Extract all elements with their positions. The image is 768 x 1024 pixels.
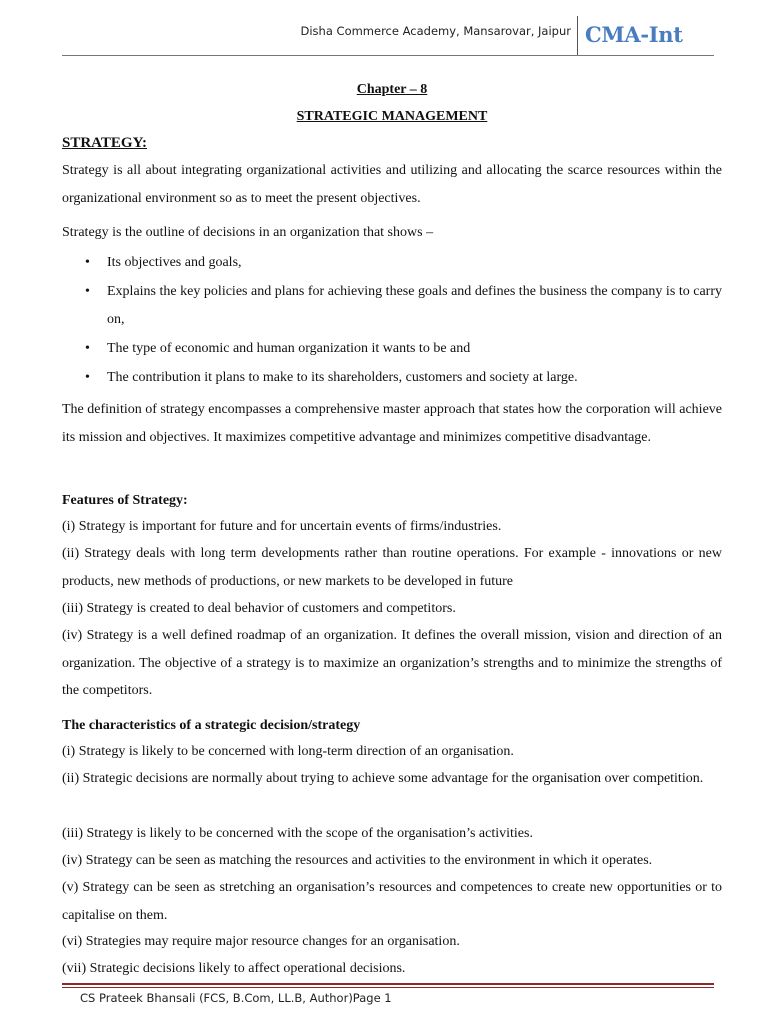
features-heading: Features of Strategy: [62, 493, 188, 508]
feature-item: (iii) Strategy is created to deal behavior of customers and competitors. [62, 601, 456, 616]
intro-paragraph: Strategy is all about integrating organizational activities and utilizing and allocating the scarce resources within the organizational environment so as to meet the present objectives. [62, 163, 722, 206]
header-rule [62, 55, 714, 56]
characteristic-item: (ii) Strategic decisions are normally about trying to achieve some advantage for the organisation over competition. [62, 771, 704, 786]
feature-item: (i) Strategy is important for future and for uncertain events of firms/industries. [62, 519, 502, 534]
list-item: • Explains the key policies and plans for achieving these goals and defines the business the company is to carry on, [107, 278, 722, 333]
characteristic-item: (v) Strategy can be seen as stretching an organisation’s resources and competences to create new opportunities or to capitalise on them. [62, 880, 722, 923]
header-course: CMA-Int [585, 22, 683, 47]
characteristic-item: (vii) Strategic decisions likely to affect operational decisions. [62, 961, 406, 976]
page-footer: CS Prateek Bhansali (FCS, B.Com, LL.B, Author)Page 1 [80, 991, 392, 1005]
strategy-heading: STRATEGY: [62, 135, 148, 151]
outline-intro: Strategy is the outline of decisions in an organization that shows – [62, 225, 434, 240]
strategy-outline-list [107, 249, 722, 391]
header-institute: Disha Commerce Academy, Mansarovar, Jaipur [300, 24, 571, 38]
characteristics-heading: The characteristics of a strategic decision/strategy [62, 718, 361, 733]
header-divider [577, 16, 578, 56]
page-title: STRATEGIC MANAGEMENT [296, 109, 488, 124]
list-item: • Its objectives and goals, [107, 249, 722, 277]
feature-item: (iv) Strategy is a well defined roadmap of an organization. It defines the overall mission, vision and direction of an organization. The objective of a strategy is to maximize an organization’s strengths and to minimize the strengths of the competitors. [62, 628, 722, 698]
footer-rule [62, 983, 714, 985]
footer-rule [62, 987, 714, 988]
characteristic-item: (i) Strategy is likely to be concerned with long-term direction of an organisation. [62, 744, 514, 759]
list-item: • The type of economic and human organization it wants to be and [107, 335, 722, 363]
definition-paragraph: The definition of strategy encompasses a comprehensive master approach that states how the corporation will achieve its mission and objectives. It maximizes competitive advantage and minimizes competitive disadvantage. [62, 402, 722, 445]
chapter-label: Chapter – 8 [356, 82, 428, 97]
characteristic-item: (iii) Strategy is likely to be concerned with the scope of the organisation’s activities. [62, 826, 533, 841]
feature-item: (ii) Strategy deals with long term developments rather than routine operations. For example - innovations or new products, new methods of productions, or new markets to be developed in future [62, 546, 722, 589]
list-item: • The contribution it plans to make to its shareholders, customers and society at large. [107, 364, 722, 392]
characteristic-item: (iv) Strategy can be seen as matching the resources and activities to the environment in which it operates. [62, 853, 653, 868]
characteristic-item: (vi) Strategies may require major resource changes for an organisation. [62, 934, 460, 949]
